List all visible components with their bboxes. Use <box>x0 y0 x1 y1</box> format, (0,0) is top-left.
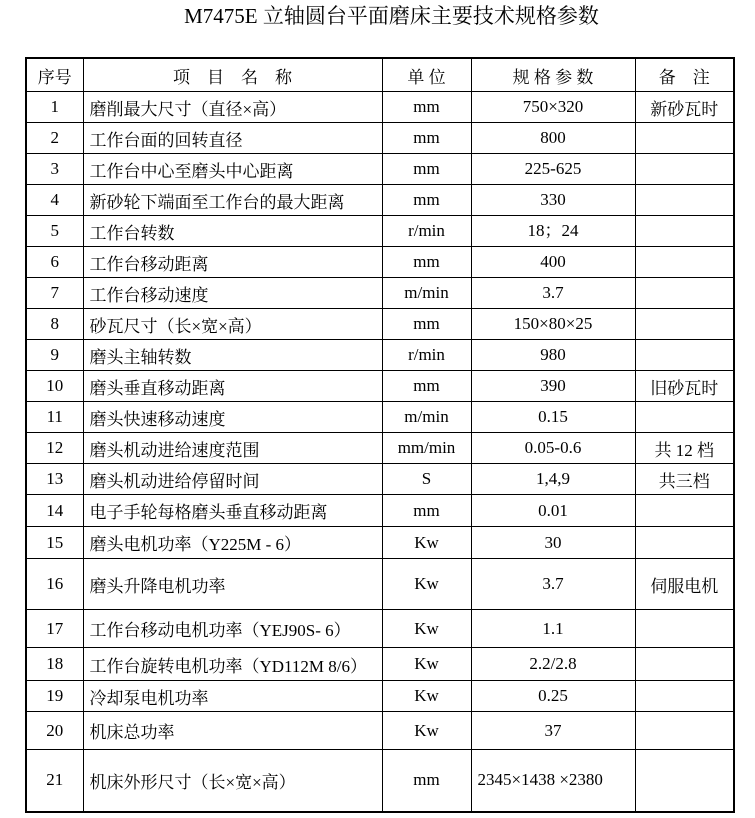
cell-item: 磨削最大尺寸（直径×高） <box>83 92 382 123</box>
cell-seq: 11 <box>26 402 83 433</box>
table-row <box>26 750 734 812</box>
cell-item: 工作台移动电机功率（YEJ90S- 6） <box>83 610 382 648</box>
cell-seq: 3 <box>26 154 83 185</box>
cell-note <box>635 247 734 278</box>
cell-spec: 30 <box>471 527 635 559</box>
cell-seq: 13 <box>26 464 83 495</box>
table-row <box>26 340 734 371</box>
cell-seq: 4 <box>26 185 83 216</box>
cell-note <box>635 681 734 712</box>
cell-unit: mm <box>382 185 471 216</box>
cell-note <box>635 495 734 527</box>
cell-note <box>635 123 734 154</box>
cell-unit: Kw <box>382 648 471 681</box>
cell-item: 工作台移动距离 <box>83 247 382 278</box>
cell-note <box>635 185 734 216</box>
cell-seq: 21 <box>26 750 83 812</box>
table-row <box>26 216 734 247</box>
cell-seq: 18 <box>26 648 83 681</box>
cell-item: 机床总功率 <box>83 712 382 750</box>
cell-spec: 0.15 <box>471 402 635 433</box>
cell-unit: mm <box>382 247 471 278</box>
cell-item: 工作台面的回转直径 <box>83 123 382 154</box>
cell-spec: 18；24 <box>471 216 635 247</box>
cell-note <box>635 309 734 340</box>
page-title: M7475E 立轴圆台平面磨床主要技术规格参数 <box>184 4 599 28</box>
cell-spec: 800 <box>471 123 635 154</box>
cell-spec: 0.05-0.6 <box>471 433 635 464</box>
cell-spec: 3.7 <box>471 559 635 610</box>
cell-note: 旧砂瓦时 <box>635 371 734 402</box>
header-seq: 序号 <box>26 58 83 92</box>
cell-seq: 1 <box>26 92 83 123</box>
cell-unit: S <box>382 464 471 495</box>
cell-unit: mm/min <box>382 433 471 464</box>
cell-note <box>635 154 734 185</box>
header-note: 备 注 <box>635 58 734 92</box>
cell-note <box>635 712 734 750</box>
table-row <box>26 527 734 559</box>
cell-item: 新砂轮下端面至工作台的最大距离 <box>83 185 382 216</box>
cell-seq: 19 <box>26 681 83 712</box>
cell-seq: 7 <box>26 278 83 309</box>
cell-unit: mm <box>382 750 471 812</box>
cell-unit: Kw <box>382 681 471 712</box>
cell-seq: 5 <box>26 216 83 247</box>
cell-note <box>635 750 734 812</box>
cell-unit: mm <box>382 371 471 402</box>
cell-unit: mm <box>382 92 471 123</box>
cell-note: 共 12 档 <box>635 433 734 464</box>
cell-item: 电子手轮每格磨头垂直移动距离 <box>83 495 382 527</box>
cell-spec: 2.2/2.8 <box>471 648 635 681</box>
cell-note <box>635 216 734 247</box>
cell-unit: mm <box>382 309 471 340</box>
table-row <box>26 123 734 154</box>
cell-seq: 12 <box>26 433 83 464</box>
cell-seq: 20 <box>26 712 83 750</box>
cell-item: 磨头主轴转数 <box>83 340 382 371</box>
cell-note <box>635 402 734 433</box>
table-body <box>26 92 734 812</box>
cell-seq: 8 <box>26 309 83 340</box>
cell-spec: 0.25 <box>471 681 635 712</box>
cell-unit: r/min <box>382 216 471 247</box>
cell-note <box>635 527 734 559</box>
table-row <box>26 278 734 309</box>
cell-item: 磨头机动进给停留时间 <box>83 464 382 495</box>
cell-seq: 16 <box>26 559 83 610</box>
cell-spec: 2345×1438 ×2380 <box>471 750 635 812</box>
table-row <box>26 92 734 123</box>
cell-item: 工作台转数 <box>83 216 382 247</box>
cell-unit: Kw <box>382 527 471 559</box>
cell-spec: 1.1 <box>471 610 635 648</box>
table-row <box>26 402 734 433</box>
cell-seq: 10 <box>26 371 83 402</box>
cell-spec: 3.7 <box>471 278 635 309</box>
cell-note: 新砂瓦时 <box>635 92 734 123</box>
cell-unit: r/min <box>382 340 471 371</box>
cell-seq: 17 <box>26 610 83 648</box>
cell-note <box>635 278 734 309</box>
cell-spec: 37 <box>471 712 635 750</box>
cell-item: 磨头升降电机功率 <box>83 559 382 610</box>
cell-item: 工作台旋转电机功率（YD112M 8/6） <box>83 648 382 681</box>
header-item: 项 目 名 称 <box>83 58 382 92</box>
table-row <box>26 154 734 185</box>
table-row <box>26 371 734 402</box>
cell-item: 磨头机动进给速度范围 <box>83 433 382 464</box>
cell-item: 工作台中心至磨头中心距离 <box>83 154 382 185</box>
cell-item: 磨头电机功率（Y225M - 6） <box>83 527 382 559</box>
cell-unit: Kw <box>382 559 471 610</box>
cell-spec: 1,4,9 <box>471 464 635 495</box>
cell-seq: 15 <box>26 527 83 559</box>
table-row <box>26 464 734 495</box>
cell-spec: 390 <box>471 371 635 402</box>
table-row <box>26 681 734 712</box>
cell-spec: 330 <box>471 185 635 216</box>
table-row <box>26 712 734 750</box>
spec-table <box>25 57 735 813</box>
cell-spec: 980 <box>471 340 635 371</box>
cell-seq: 14 <box>26 495 83 527</box>
cell-unit: m/min <box>382 278 471 309</box>
table-row <box>26 610 734 648</box>
cell-unit: m/min <box>382 402 471 433</box>
cell-unit: mm <box>382 154 471 185</box>
cell-item: 磨头垂直移动距离 <box>83 371 382 402</box>
cell-seq: 9 <box>26 340 83 371</box>
table-row <box>26 309 734 340</box>
cell-note <box>635 648 734 681</box>
header-spec: 规 格 参 数 <box>471 58 635 92</box>
table-row <box>26 559 734 610</box>
table-row <box>26 247 734 278</box>
cell-unit: Kw <box>382 610 471 648</box>
cell-spec: 150×80×25 <box>471 309 635 340</box>
cell-item: 机床外形尺寸（长×宽×高） <box>83 750 382 812</box>
cell-item: 工作台移动速度 <box>83 278 382 309</box>
cell-unit: mm <box>382 495 471 527</box>
cell-note: 伺服电机 <box>635 559 734 610</box>
cell-note <box>635 340 734 371</box>
cell-spec: 400 <box>471 247 635 278</box>
header-unit: 单 位 <box>382 58 471 92</box>
table-row <box>26 185 734 216</box>
cell-seq: 2 <box>26 123 83 154</box>
cell-spec: 0.01 <box>471 495 635 527</box>
table-header-row <box>26 58 734 92</box>
table-row <box>26 495 734 527</box>
cell-note <box>635 610 734 648</box>
cell-spec: 225-625 <box>471 154 635 185</box>
cell-note: 共三档 <box>635 464 734 495</box>
cell-spec: 750×320 <box>471 92 635 123</box>
cell-seq: 6 <box>26 247 83 278</box>
cell-item: 磨头快速移动速度 <box>83 402 382 433</box>
cell-unit: Kw <box>382 712 471 750</box>
table-row <box>26 433 734 464</box>
table-row <box>26 648 734 681</box>
cell-item: 冷却泵电机功率 <box>83 681 382 712</box>
cell-unit: mm <box>382 123 471 154</box>
cell-item: 砂瓦尺寸（长×宽×高） <box>83 309 382 340</box>
